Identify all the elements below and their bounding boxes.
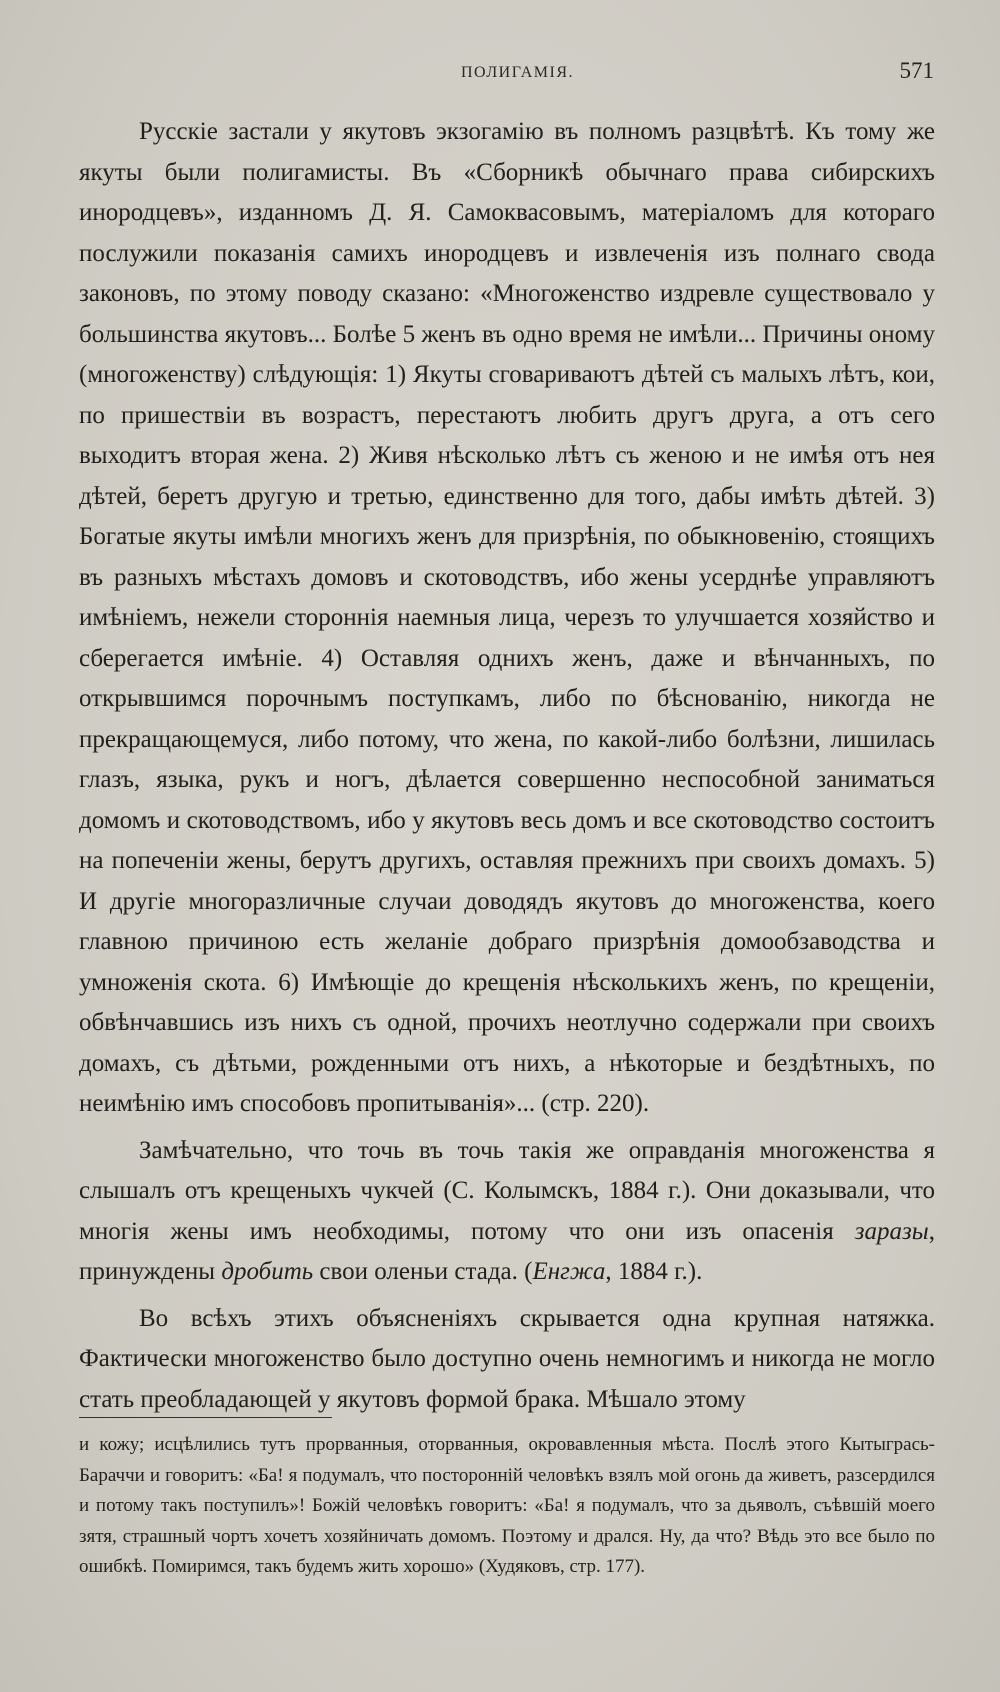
paragraph-3: Во всѣхъ этихъ объясненіяхъ скрывается одна крупная натяжка. Фактически многоженство было доступно очень немногимъ и никогда не могло стать преобладающей у якутовъ формой брака. Мѣшало этому [79,1304,935,1413]
page-number: 571 [899,58,934,83]
paragraph-2 [79,1131,935,1293]
paragraph-2-text: свои оленьи стада. ( [313,1258,533,1285]
paragraph-2-text: , принуждены [79,1217,935,1285]
paragraph-2-text: , 1884 г.). [605,1258,703,1285]
footnote-divider [79,1417,332,1418]
paragraph-1: Русскіе застали у якутовъ экзогамію въ полномъ разцвѣтѣ. Къ тому же якуты были полигамисты. Въ «Сборникѣ обычнаго права сибирскихъ инородцевъ», изданномъ Д. Я. Самоквасовымъ, матеріаломъ для котораго послужили показанія самихъ инородцевъ и извлеченія изъ полнаго свода законовъ, по этому поводу сказано: «Многоженство издревле существовало у большинства якутовъ... Болѣе 5 женъ въ одно время не имѣли... Причины оному (многоженству) слѣдующія: 1) Якуты сговариваютъ дѣтей съ малыхъ лѣтъ, кои, по пришествіи въ возрастъ, перестаютъ любить другъ друга, а отъ сего выходитъ вторая жена. 2) Живя нѣсколько лѣтъ съ женою и не имѣя отъ нея дѣтей, беретъ другую и третью, единственно для того, дабы имѣть дѣтей. 3) Богатые якуты имѣли многихъ женъ для призрѣнія, по обыкновенію, стоящихъ въ разныхъ мѣстахъ домовъ и скотоводствъ, ибо жены усерднѣе управляютъ имѣніемъ, нежели стороннія наемныя лица, черезъ то улучшается хозяйство и сберегается имѣніе. 4) Оставляя однихъ женъ, даже и вѣнчанныхъ, по открывшимся порочнымъ поступкамъ, либо по бѣснованію, никогда не прекращающемуся, либо потому, что жена, по какой-либо болѣзни, лишилась глазъ, языка, рукъ и ногъ, дѣлается совершенно неспособной заниматься домомъ и скотоводствомъ, ибо у якутовъ весь домъ и все скотоводство состоитъ на попеченіи жены, берутъ другихъ, оставляя прежнихъ при своихъ домахъ. 5) И другіе многоразличные случаи доводядъ якутовъ до многоженства, коего главною причиною есть желаніе добраго призрѣнія домообзаводства и умноженія скота. 6) Имѣющіе до крещенія нѣсколькихъ женъ, по крещеніи, обвѣнчавшись изъ нихъ съ одной, прочихъ неотлучно содержали при своихъ домахъ, съ дѣтьми, рожденными отъ нихъ, а нѣкоторые и бездѣтныхъ, по неимѣнію имъ способовъ пропитыванія»... (стр. 220). [79,118,935,1117]
paragraph-2-text: Замѣчательно, что точь въ точь такія же оправданія многоженства я слышалъ отъ крещеныхъ чукчей (С. Колымскъ, 1884 г.). Они доказывали, что многія жены имъ необходимы, потому что они изъ опасенія [79,1136,935,1245]
italic-place-engzha: Енгжа [532,1258,606,1285]
footnote-block [79,1430,935,1583]
running-head [0,58,1000,88]
italic-word-drobit: дробить [221,1258,314,1285]
footnote-text: и кожу; исцѣлились тутъ прорванныя, оторванныя, окровавленныя мѣста. Послѣ этого Кытыгрась-Бараччи и говоритъ: «Ба! я подумалъ, что посторонній человѣкъ взялъ мой огонь да живетъ, разсердился и потому такъ поступилъ»! Божій человѣкъ говоритъ: «Ба! я подумалъ, что за дьяволъ, съѣвшій моего зятя, страшный чортъ хочетъ хозяйничать домомъ. Поэтому и дрался. Ну, да что? Вѣдь это все было по ошибкѣ. Помиримся, такъ будемъ жить хорошо» (Худяковъ, стр. 177). [79,1434,935,1577]
body-text [79,112,935,1426]
running-title: ПОЛИГАМІЯ. [461,64,575,81]
italic-word-zarazy: заразы [854,1217,929,1245]
